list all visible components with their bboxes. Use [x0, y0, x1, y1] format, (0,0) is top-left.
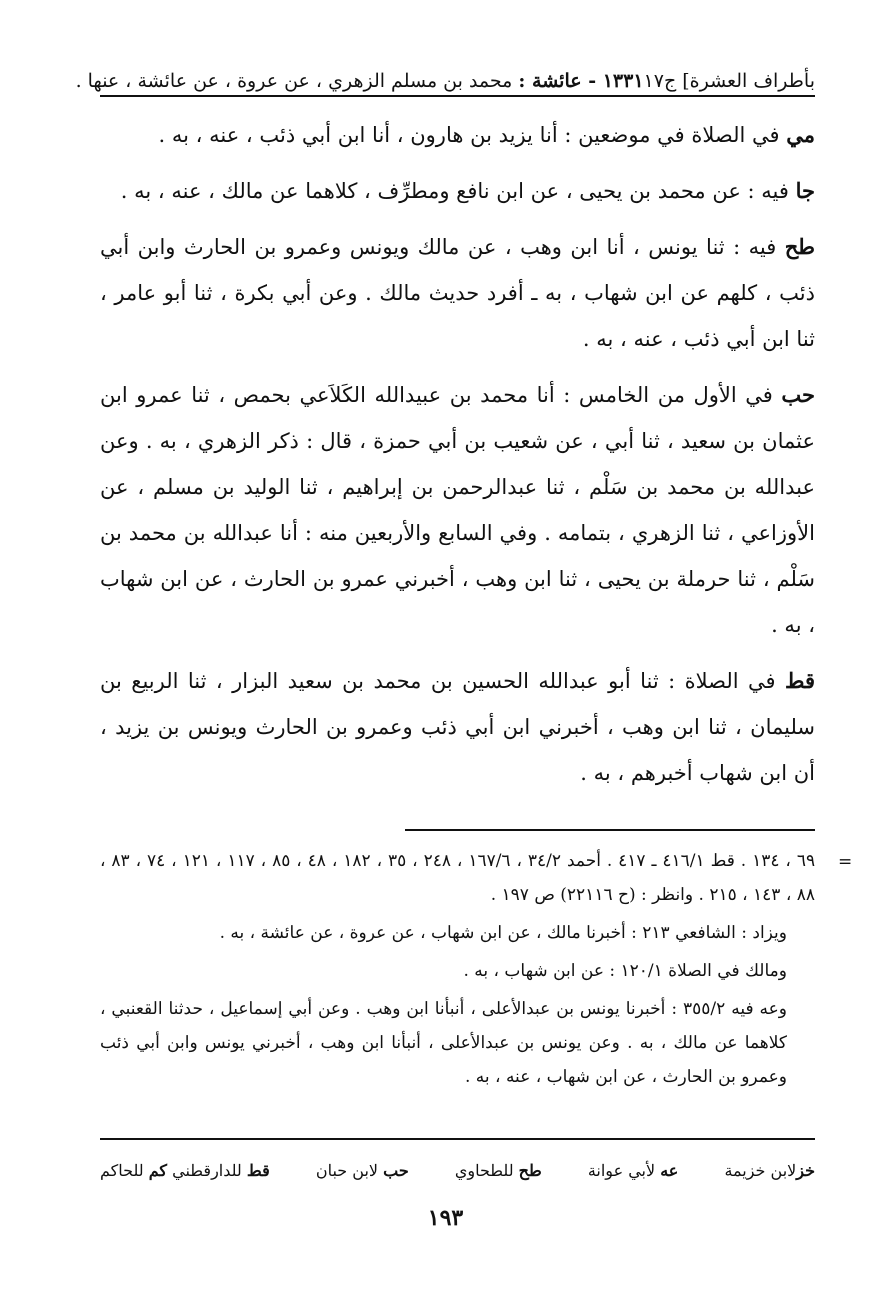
running-header [75, 44, 815, 92]
legend-name: لابن خزيمة [724, 1160, 797, 1180]
footnote-line: ومالك في الصلاة ١٢٠/١ : عن ابن شهاب ، به . [463, 961, 787, 981]
legend-name: للطحاوي [454, 1160, 514, 1180]
hadith-number: ١٣٣١ - عائشة : [518, 70, 644, 92]
source-abbr: قط [785, 668, 815, 693]
footnote-divider [405, 829, 815, 831]
legend-item [455, 1161, 542, 1180]
header-divider [100, 95, 815, 97]
abbreviation-legend [100, 1150, 815, 1190]
footnote-line: وعه فيه ٣٥٥/٢ : أخبرنا يونس بن عبدالأعلى ، أنبأنا ابن وهب . وعن أبي إسماعيل ، حدثنا القعنبي ، كلاهما عن مالك ، به . وعن يونس بن عبدالأعلى ، أنبأنا ابن وهب ، أخبرني يونس وابن أبي ذئب وعمرو بن الحارث ، عن ابن شهاب ، عنه ، به . [100, 999, 787, 1087]
source-abbr: طح [784, 234, 815, 259]
paragraph-text: فيه : عن محمد بن يحيى ، عن ابن نافع ومطرِّف ، كلاهما عن مالك ، عنه ، به . [120, 179, 796, 203]
legend-name: لأبي عوانة [587, 1160, 656, 1180]
legend-item [724, 1161, 815, 1180]
footnote-line: ويزاد : الشافعي ٢١٣ : أخبرنا مالك ، عن ابن شهاب ، عن عروة ، عن عائشة ، به . [219, 923, 787, 943]
paragraph [100, 372, 815, 648]
source-abbr: مي [786, 122, 815, 147]
paragraph [100, 112, 815, 158]
footnote-line: ٦٩ ، ١٣٤ . قط ٤١٦/١ ـ ٤١٧ . أحمد ٣٤/٢ ، ١٦٧/٦ ، ٢٤٨ ، ٣٥ ، ١٨٢ ، ٤٨ ، ٨٥ ، ١١٧ ، ١٢١ ، ٧٤ ، ٨٣ ، ٨٨ ، ١٤٣ ، ٢١٥ . وانظر : (ح ٢٢١١٦) ص ١٩٧ . [100, 851, 816, 905]
header-isnad: محمد بن مسلم الزهري ، عن عروة ، عن عائشة [137, 70, 513, 92]
paragraph [100, 168, 815, 214]
legend-abbr: عه [660, 1160, 679, 1180]
legend-item [588, 1161, 679, 1180]
legend-abbr: كم [148, 1160, 168, 1180]
page-number: ١٩٣ [427, 1205, 464, 1231]
header-isnad-end: ، عنها . [75, 70, 132, 92]
paragraph-text: في الأول من الخامس : أنا محمد بن عبيدالله الكَلاَعي بحمص ، ثنا عمرو ابن عثمان بن سعيد ، ثنا أبي ، عن شعيب بن أبي حمزة ، قال : ذكر الزهري ، به . وعن عبدالله بن محمد بن سَلْم ، ثنا عبدالرحمن بن إبراهيم ، ثنا الوليد بن مسلم ، عن الأوزاعي ، ثنا الزهري ، بتمامه . وفي السابع والأربعين منه : أنا عبدالله بن محمد بن سَلْم ، ثنا حرملة بن يحيى ، ثنا ابن وهب ، أخبرني عمرو بن الحارث ، عن ابن شهاب ، به . [100, 383, 815, 637]
book-title: بأطراف العشرة] ج١٧ [643, 70, 815, 92]
paragraph [100, 224, 815, 362]
paragraph-text: في الصلاة في موضعين : أنا يزيد بن هارون ، أنا ابن أبي ذئب ، عنه ، به . [158, 123, 787, 147]
legend-abbr: طح [518, 1160, 542, 1180]
legend-abbr: خز [796, 1160, 815, 1180]
footnotes [100, 844, 815, 1098]
legend-item [100, 1161, 270, 1180]
paragraph-text: فيه : ثنا يونس ، أنا ابن وهب ، عن مالك ويونس وعمرو بن الحارث وابن أبي ذئب ، كلهم عن ابن شهاب ، به ـ أفرد حديث مالك . وعن أبي بكرة ، ثنا أبو عامر ، ثنا ابن أبي ذئب ، عنه ، به . [100, 235, 815, 351]
legend-name: للحاكم [100, 1160, 144, 1180]
legend-abbr: قط [246, 1160, 270, 1180]
continuation-mark: = [838, 852, 853, 872]
legend-name: لابن حبان [315, 1160, 379, 1180]
paragraph-text: في الصلاة : ثنا أبو عبدالله الحسين بن محمد بن سعيد البزار ، ثنا الربيع بن سليمان ، ثنا ابن وهب ، أخبرني ابن أبي ذئب وعمرو بن الحارث ويونس بن يزيد ، أن ابن شهاب أخبرهم ، به . [100, 669, 815, 785]
source-abbr: حب [781, 382, 815, 407]
legend-item [316, 1161, 409, 1180]
main-text [100, 112, 815, 806]
legend-divider [100, 1138, 815, 1140]
legend-abbr: حب [383, 1160, 409, 1180]
paragraph [100, 658, 815, 796]
legend-name: للدارقطني [172, 1160, 242, 1180]
header-hadith-line [76, 70, 644, 92]
source-abbr: جا [795, 178, 815, 203]
